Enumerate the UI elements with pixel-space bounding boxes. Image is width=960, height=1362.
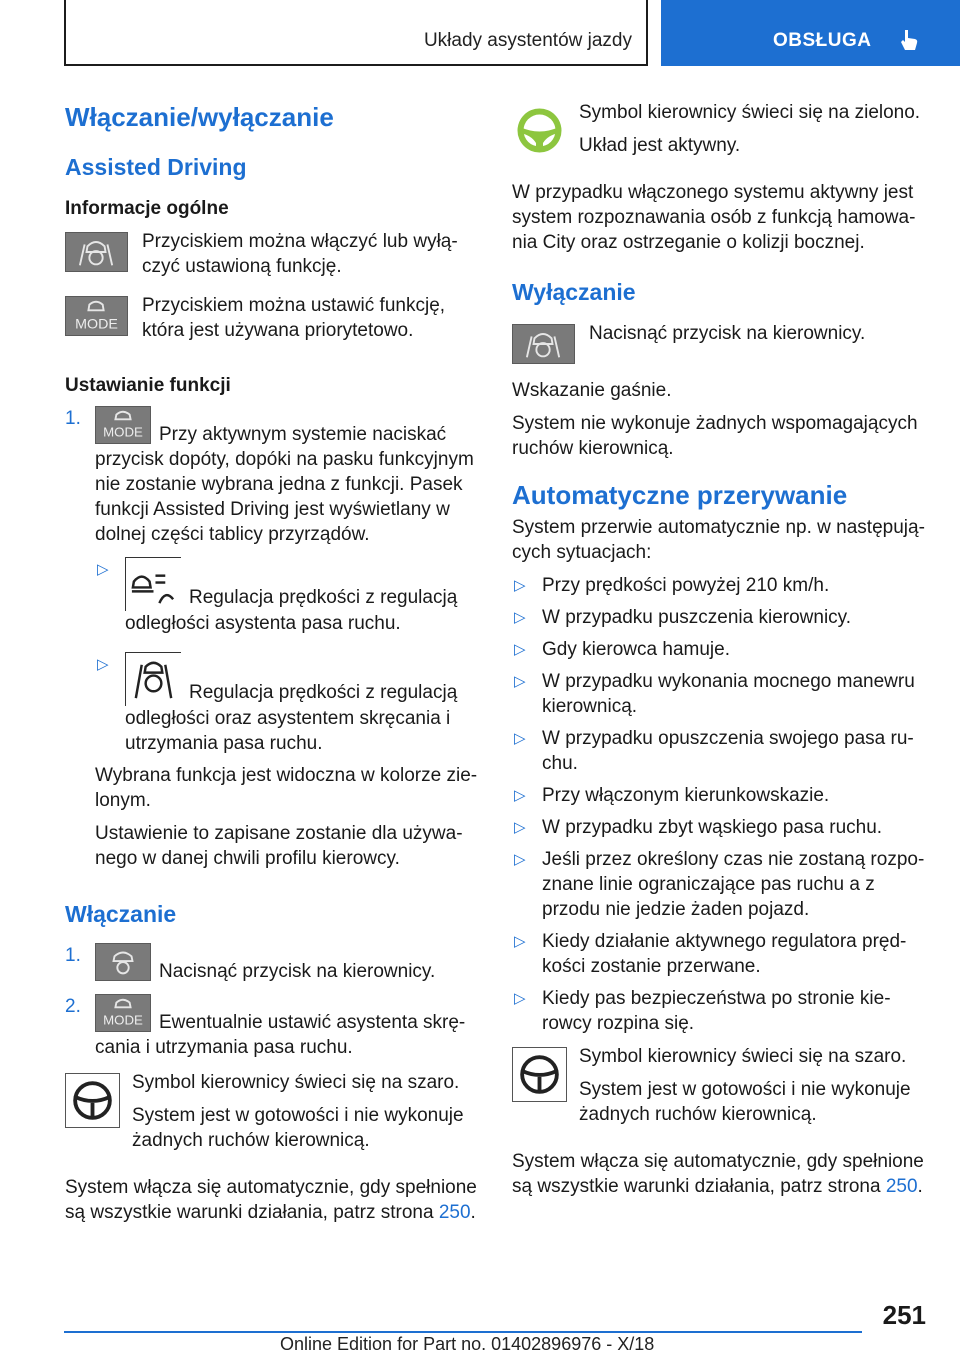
steering-wheel-gray-icon <box>512 1047 567 1102</box>
auto-list-item: ▷ W przypadku zbyt wąskiego pasa ruchu. <box>514 817 883 838</box>
steering-assist-button-icon <box>512 324 575 364</box>
steering-assist-button-icon <box>95 943 151 981</box>
auto-heading: Automatyczne przerywanie <box>512 480 848 510</box>
general-item <box>65 293 480 343</box>
on-steps <box>65 943 480 1060</box>
wheel-status-line: Układ jest aktywny. <box>579 135 741 156</box>
auto-list-item: ▷ W przypadku wykonania mocnego manewru kierownicą. <box>514 671 915 717</box>
chapter-title: Układy asystentów jazdy <box>423 30 632 51</box>
profile-note: Ustawienie to zapisane zostanie dla używa‐nego w danej chwili profilu kierowcy. <box>95 823 463 869</box>
function-item <box>95 652 480 756</box>
auto-list-item: ▷ Przy prędkości powyżej 210 km/h. <box>514 575 830 596</box>
acc-distance-icon <box>125 557 181 611</box>
triangle-bullet-icon: ▷ <box>97 561 109 578</box>
page-number: 251 <box>882 1300 926 1330</box>
wheel-status-green <box>512 100 930 166</box>
step-number: 1. <box>65 408 81 429</box>
auto-on-text: System włącza się automatycznie, gdy spełnione są wszystkie warunki działania, patrz strona 250. <box>65 1177 477 1223</box>
edition-text: Online Edition for Part no. 01402896976 - X/18 <box>280 1334 655 1354</box>
function-item-text: Regulacja prędkości z regulacją odległości oraz asystentem skręcania i utrzymania pasa ruchu. <box>125 682 458 754</box>
auto-on-text: System włącza się automatycznie, gdy spełnione są wszystkie warunki działania, patrz strona 250. <box>512 1151 924 1197</box>
off-heading: Wyłączanie <box>512 279 636 305</box>
subheading: Assisted Driving <box>65 154 247 180</box>
function-item-text: Regulacja prędkości z regulacją odległości asystenta pasa ruchu. <box>125 587 458 634</box>
auto-list-item: ▷ W przypadku opuszczenia swojego pasa ru‐chu. <box>514 728 914 774</box>
mode-button-icon <box>65 296 128 336</box>
function-list <box>95 557 480 756</box>
svg-text:MODE: MODE <box>103 424 143 440</box>
hand-pointer-icon <box>899 28 919 52</box>
step-text: Przy aktywnym systemie naciskać przycisk dopóty, dopóki na pasku funkcyjnym nie zostanie wybrana jedna z funkcji. Pasek funkcji Assisted Driving jest wyświetlany w dolnej części tablicy przyrządów. <box>95 424 474 545</box>
step-number: 2. <box>65 996 81 1017</box>
wheel-status-line: Symbol kierownicy świeci się na szaro. <box>579 1046 907 1067</box>
wheel-status-gray <box>512 1044 930 1135</box>
auto-list-item: ▷ Gdy kierowca hamuje. <box>514 639 730 660</box>
triangle-bullet-icon: ▷ <box>514 730 526 747</box>
wheel-status-gray <box>65 1070 480 1161</box>
auto-list-item: ▷ Przy włączonym kierunkowskazie. <box>514 785 830 806</box>
step-item <box>65 406 480 547</box>
triangle-bullet-icon: ▷ <box>514 577 526 594</box>
off-step-text: Nacisnąć przycisk na kierownicy. <box>589 323 866 344</box>
right-column <box>512 100 930 1207</box>
active-text: W przypadku włączonego systemu aktywny jest system rozpoznawania osób z funkcją hamowa‐nia City oraz ostrzeganie o kolizji bocznej. <box>512 182 916 253</box>
steering-wheel-gray-icon <box>65 1073 120 1128</box>
mode-button-icon <box>95 406 151 444</box>
steering-assist-button-icon <box>65 232 128 272</box>
triangle-bullet-icon: ▷ <box>514 609 526 626</box>
general-item <box>65 229 480 279</box>
step-text: Nacisnąć przycisk na kierownicy. <box>159 961 436 982</box>
auto-list <box>512 573 930 1036</box>
svg-text:MODE: MODE <box>103 1012 143 1028</box>
triangle-bullet-icon: ▷ <box>514 819 526 836</box>
setting-label: Ustawianie funkcji <box>65 375 231 396</box>
triangle-bullet-icon: ▷ <box>514 933 526 950</box>
wheel-status-line: System jest w gotowości i nie wykonuje żadnych ruchów kierownicą. <box>132 1105 464 1151</box>
auto-intro: System przerwie automatycznie np. w następują‐cych sytuacjach: <box>512 517 925 563</box>
section-tab-label: OBSŁUGA <box>773 30 872 51</box>
page-link[interactable]: 250 <box>438 1202 471 1223</box>
function-note: Wybrana funkcja jest widoczna w kolorze zie‐lonym. <box>95 765 478 811</box>
section-heading: Włączanie/wyłączanie <box>65 102 334 132</box>
wheel-status-line: System jest w gotowości i nie wykonuje żadnych ruchów kierownicą. <box>579 1079 911 1125</box>
triangle-bullet-icon: ▷ <box>514 641 526 658</box>
svg-text:MODE: MODE <box>75 316 118 333</box>
triangle-bullet-icon: ▷ <box>514 851 526 868</box>
footer-rule <box>64 1331 862 1333</box>
general-item-text: Przyciskiem można ustawić funkcję, która jest używana priorytetowo. <box>142 295 446 341</box>
auto-list-item: ▷ W przypadku puszczenia kierownicy. <box>514 607 852 628</box>
step-item <box>65 943 480 984</box>
mode-button-icon <box>95 994 151 1032</box>
triangle-bullet-icon: ▷ <box>514 673 526 690</box>
steering-lane-assist-icon <box>125 652 181 706</box>
off-text: System nie wykonuje żadnych wspomagających ruchów kierownicą. <box>512 413 918 459</box>
section-tab[interactable] <box>661 0 960 66</box>
steering-wheel-green-icon <box>512 103 567 158</box>
left-column <box>65 100 480 1233</box>
step-number: 1. <box>65 945 81 966</box>
function-item <box>95 557 480 636</box>
step-item <box>65 994 480 1060</box>
triangle-bullet-icon: ▷ <box>514 787 526 804</box>
triangle-bullet-icon: ▷ <box>514 990 526 1007</box>
off-text: Wskazanie gaśnie. <box>512 380 672 401</box>
auto-list-item: ▷ Kiedy pas bezpieczeństwa po stronie kie‐rowcy rozpina się. <box>514 988 891 1034</box>
setting-steps <box>65 406 480 547</box>
auto-list-item: ▷ Kiedy działanie aktywnego regulatora pręd‐kości zostanie przerwane. <box>514 931 907 977</box>
off-step <box>512 321 930 364</box>
on-heading: Włączanie <box>65 901 177 927</box>
auto-list-item: ▷ Jeśli przez określony czas nie zostaną rozpo‐znane linie ograniczające pas ruchu a z przodu nie jedzie żaden pojazd. <box>514 849 925 920</box>
general-label: Informacje ogólne <box>65 198 229 219</box>
header-box <box>64 0 648 66</box>
page-link[interactable]: 250 <box>885 1176 918 1197</box>
triangle-bullet-icon: ▷ <box>97 656 109 673</box>
wheel-status-line: Symbol kierownicy świeci się na zielono. <box>579 102 921 123</box>
general-item-text: Przyciskiem można włączyć lub wyłą‐czyć ustawioną funkcję. <box>142 231 458 277</box>
wheel-status-line: Symbol kierownicy świeci się na szaro. <box>132 1072 460 1093</box>
step-text: Ewentualnie ustawić asystenta skrę‐cania i utrzymania pasa ruchu. <box>95 1012 466 1058</box>
